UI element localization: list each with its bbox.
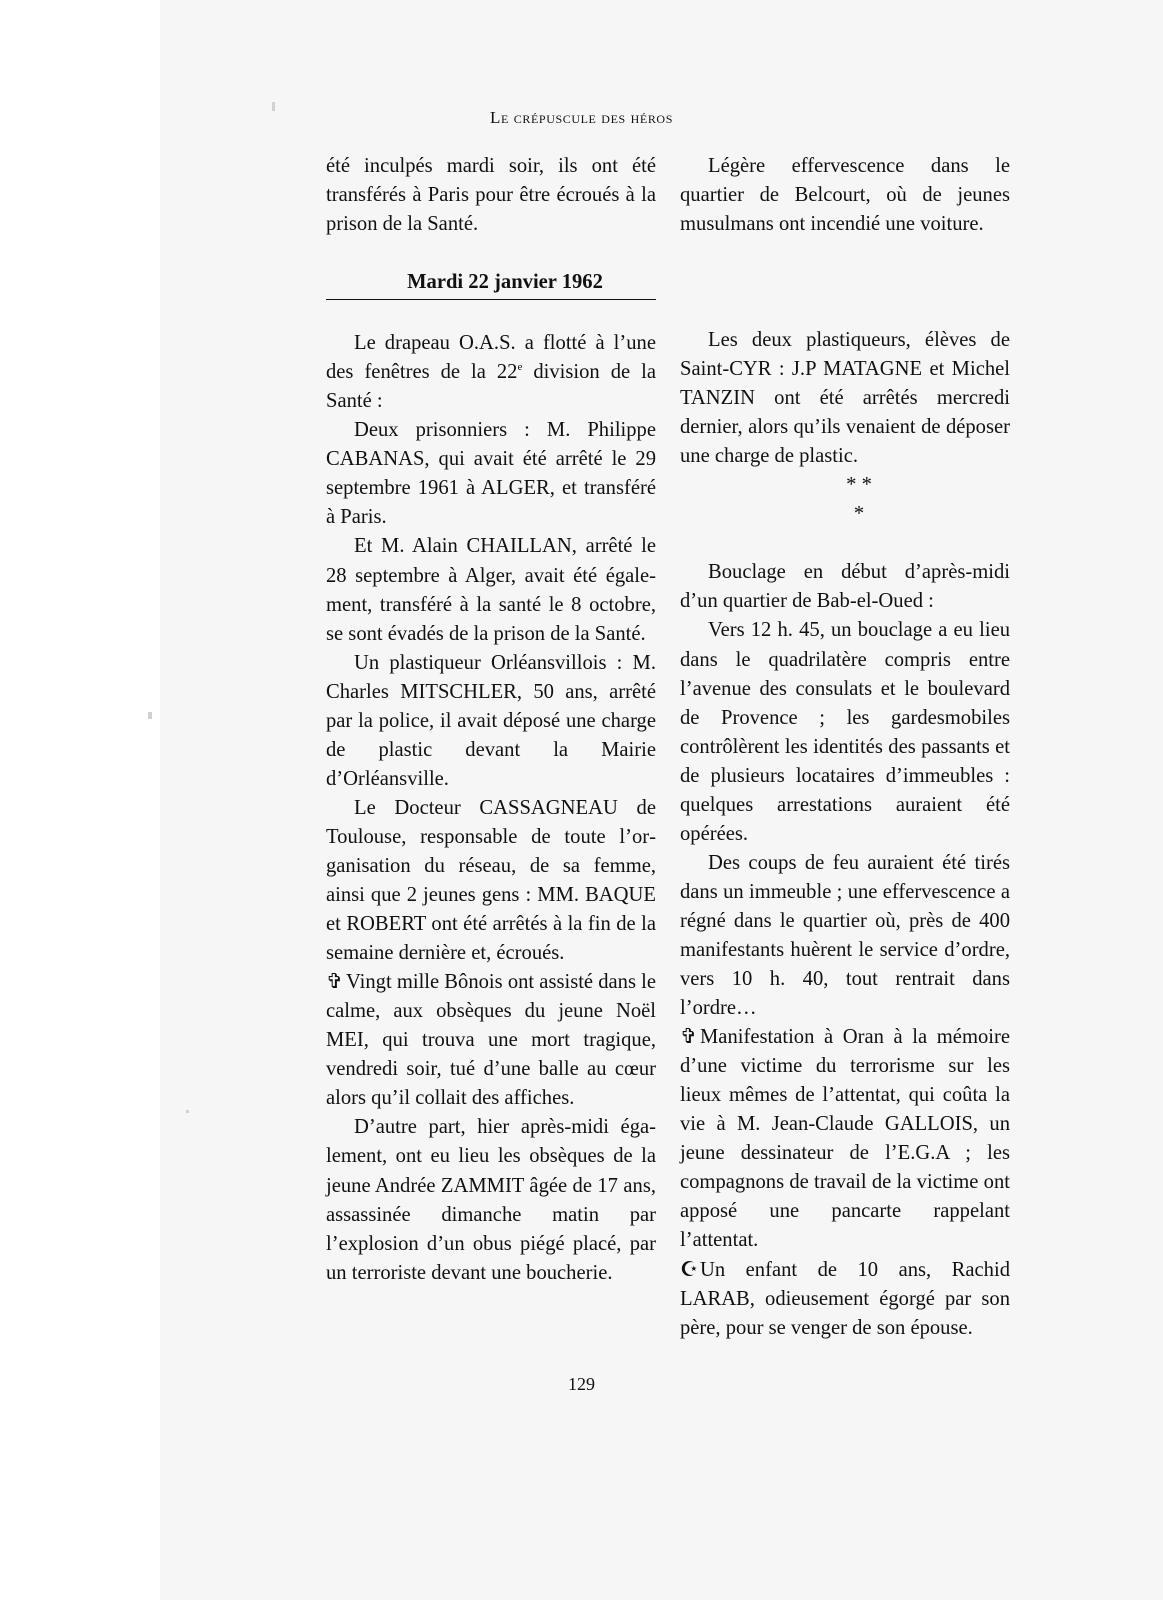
spacer — [680, 239, 1010, 268]
paragraph-enfant: ☪Un enfant de 10 ans, Rachid LARAB, odieusement égorgé par son père, pour se venger de son épouse. — [680, 1256, 1010, 1343]
spacer — [680, 529, 1010, 558]
spacer — [680, 268, 1010, 297]
scanned-page-shade — [160, 0, 1163, 1600]
paragraph-continued: été inculpés mardi soir, ils ont été transférés à Paris pour être écroués à la prison de la Santé. — [326, 155, 656, 236]
separator-stars: * * — [846, 474, 872, 497]
paragraph-oran: ✞ Manifestation à Oran à la mémoire d’une victime du terrorisme sur les lieux mêmes de l’attentat, qui coûta la vie à M. Jean-Claude GALLOIS, un jeune dessinateur de l’E.G.A ; les compagnons de travail de la victime ont apposé une pancarte rappelant l’attentat. — [680, 1023, 1010, 1255]
paragraph-chaillan: Et M. Alain CHAILLAN, arrêté le 28 septembre à Alger, avait été également, transféré à la santé le 8 octobre, se sont évadés de la prison de la Santé. — [326, 535, 656, 645]
cross-icon: ✞ — [680, 1026, 698, 1049]
separator-star: * — [853, 503, 865, 526]
right-column — [680, 152, 1010, 1343]
paragraph-bouclage-title: Bouclage en début d’après-midi d’un quartier de Bab-el-Oued : — [680, 561, 1010, 613]
paragraph-belcourt: Légère effervescence dans le quartier de Belcourt, où de jeunes musulmans ont incendié une voiture. — [680, 155, 1010, 236]
section-heading: Mardi 22 janvier 1962 — [326, 268, 656, 300]
paragraph-coups-de-feu: Des coups de feu auraient été tirés dans un immeuble ; une effervescence a régné dans le quartier où, près de 400 manifestants huèrent le service d’ordre, vers 10 h. 40, tout rentrait dans l’ordre… — [680, 851, 1010, 1020]
paragraph-plastiqueur: Un plastiqueur Orléansvillois : M. Charles MITSCHLER, 50 ans, arrêté par la police, il avait déposé une charge de plastic devant la Mairie d’Orléansville. — [326, 651, 656, 790]
left-column — [326, 152, 656, 1288]
paragraph-bouclage: Vers 12 h. 45, un bouclage a eu lieu dans le quadrilatère compris entre l’avenue des consulats et le boulevard de Provence ; les gardesmobiles contrôlèrent les identités des passants et de plusieurs locataires d’immeubles : quelques arrestations auraient été opérées. — [680, 619, 1010, 845]
spacer — [680, 297, 1010, 326]
paragraph-autre-part: D’autre part, hier après-midi également, ont eu lieu les obsèques de la jeune Andrée ZAMMIT âgée de 17 ans, assassinée dimanche matin par l’explosion d’un obus piégé placé, par un terroriste devant une boucherie. — [326, 1116, 656, 1284]
crescent-icon: ☪ — [680, 1258, 699, 1281]
running-head: Le crépuscule des héros — [490, 108, 673, 127]
paragraph-bonois: ✞ Vingt mille Bônois ont assisté dans le calme, aux obsèques du jeune Noël MEI, qui trouva une mort tragique, vendredi soir, tué d’une balle au cœur alors qu’il collait des affiches. — [326, 968, 656, 1113]
spacer — [326, 239, 656, 268]
page-number: 129 — [568, 1374, 595, 1394]
cross-icon: ✞ — [326, 971, 344, 994]
paragraph-docteur: Le Docteur CASSAGNEAU de Toulouse, responsable de toute l’organisation du réseau, de sa femme, ainsi que 2 jeunes gens : MM. BAQUE et ROBERT ont été arrêtés à la fin de la semaine dernière et, écroués. — [326, 796, 656, 965]
paragraph-prisonniers: Deux prisonniers : M. Philippe CABANAS, qui avait été arrêté le 29 septembre 1961 à ALGER, et transféré à Paris. — [326, 419, 656, 529]
scan-speck — [186, 1110, 189, 1113]
scan-speck — [148, 712, 152, 719]
paragraph-drapeau: Le drapeau O.A.S. a flotté à l’une des fenêtres de la 22e division de la Santé : — [326, 332, 656, 413]
spacer — [326, 300, 656, 329]
paragraph-plastiqueurs: Les deux plastiqueurs, élèves de Saint-CYR : J.P MATAGNE et Michel TANZIN ont été arrêtés mercredi dernier, alors qu’ils venaient de déposer une charge de plastic. — [680, 329, 1010, 468]
